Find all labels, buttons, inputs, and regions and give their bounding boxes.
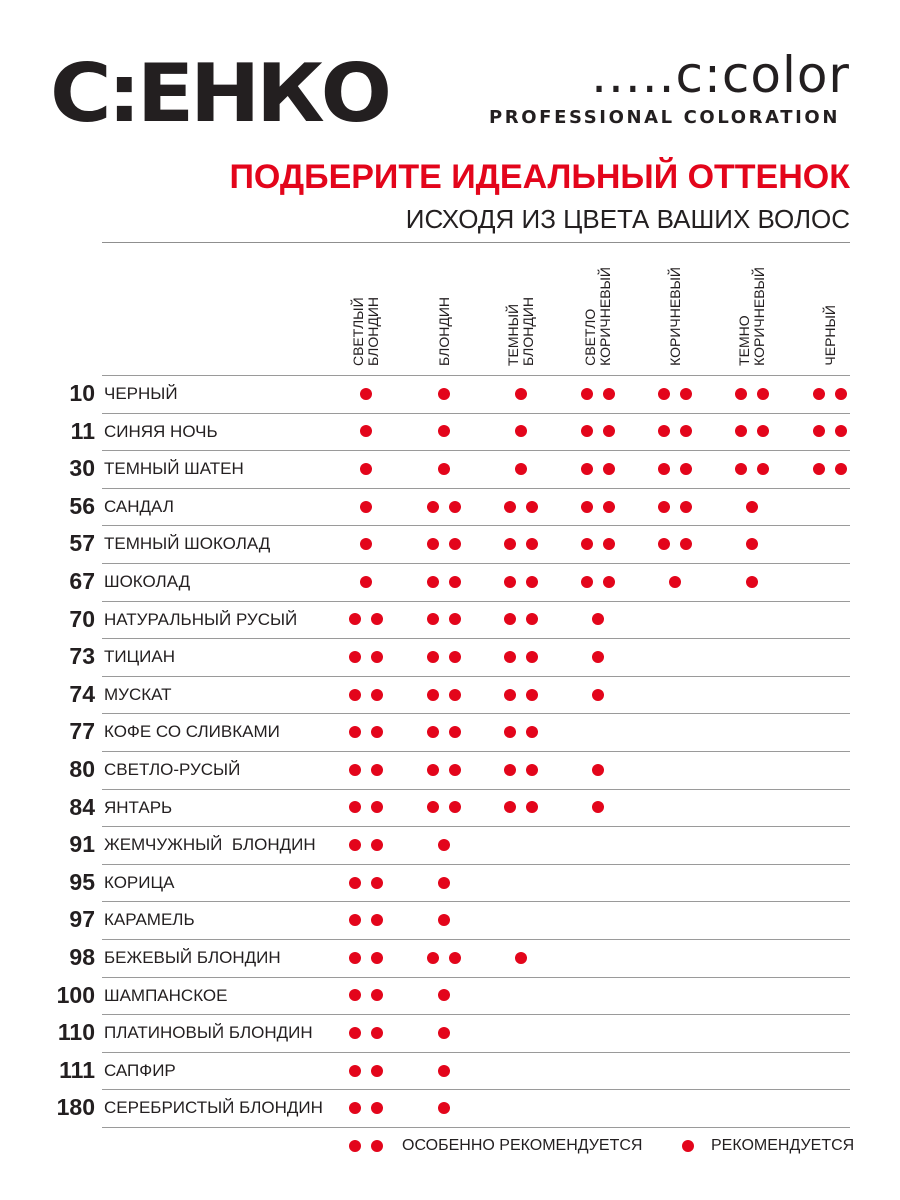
highly-recommended-dot-icon [735,463,747,475]
highly-recommended-dot-icon [581,463,593,475]
recommended-dot-icon [360,501,372,513]
highly-recommended-dot-icon [349,764,361,776]
table-row [0,525,900,563]
shade-name: ЖЕМЧУЖНЫЙ БЛОНДИН [104,835,316,855]
recommended-dot-icon [360,388,372,400]
highly-recommended-dot-icon [504,689,516,701]
table-row [0,901,900,939]
shade-code: 98 [69,944,95,970]
highly-recommended-dot-icon [504,501,516,513]
recommended-dot-icon [592,764,604,776]
highly-recommended-dot-icon [449,689,461,701]
highly-recommended-dot-icon [427,613,439,625]
recommended-dot-icon [592,651,604,663]
table-row [0,601,900,639]
table-row [0,751,900,789]
shade-name: СИНЯЯ НОЧЬ [104,421,218,441]
highly-recommended-dot-icon [581,425,593,437]
row-divider [102,1052,850,1053]
highly-recommended-dot-icon [757,388,769,400]
table-row [0,713,900,751]
table-row [0,826,900,864]
recommended-dot-icon [438,839,450,851]
shade-name: СЕРЕБРИСТЫЙ БЛОНДИН [104,1098,323,1118]
shade-code: 77 [69,718,95,745]
recommended-dot-icon [438,1102,450,1114]
highly-recommended-dot-icon [427,501,439,513]
table-row [0,638,900,676]
highly-recommended-dot-icon [449,764,461,776]
highly-recommended-dot-icon [349,651,361,663]
highly-recommended-dot-icon [504,538,516,550]
highly-recommended-dot-icon [680,463,692,475]
recommended-dot-icon [515,952,527,964]
highly-recommended-dot-icon [371,764,383,776]
shade-code: 80 [69,756,95,782]
column-header-label: БЛОНДИН [435,296,452,366]
shade-code: 70 [69,605,95,632]
row-divider [102,638,850,639]
shade-name: ЯНТАРЬ [104,797,173,817]
highly-recommended-dot-icon [371,1102,383,1114]
highly-recommended-dot-icon [658,501,670,513]
highly-recommended-dot-icon [371,914,383,926]
highly-recommended-dot-icon [680,538,692,550]
highly-recommended-dot-icon [371,989,383,1001]
legend-single-dot-icon [682,1140,694,1152]
row-divider [102,789,850,790]
highly-recommended-dot-icon [349,1027,361,1039]
legend-double-dot-icon [349,1140,361,1152]
highly-recommended-dot-icon [449,952,461,964]
table-row [0,864,900,902]
legend-double-label: ОСОБЕННО РЕКОМЕНДУЕТСЯ [402,1137,643,1154]
highly-recommended-dot-icon [603,425,615,437]
highly-recommended-dot-icon [349,839,361,851]
shade-code: 67 [69,568,95,594]
recommended-dot-icon [592,613,604,625]
table-row [0,676,900,714]
senko-logo: С:ЕНКО [50,47,388,140]
shade-name: БЕЖЕВЫЙ БЛОНДИН [104,948,281,967]
page-subtitle: ИСХОДЯ ИЗ ЦВЕТА ВАШИХ ВОЛОС [405,204,850,234]
highly-recommended-dot-icon [371,613,383,625]
highly-recommended-dot-icon [427,764,439,776]
recommended-dot-icon [438,388,450,400]
recommended-dot-icon [360,576,372,588]
shade-name: ПЛАТИНОВЫЙ БЛОНДИН [104,1023,313,1043]
shade-name: СВЕТЛО-РУСЫЙ [104,760,241,779]
highly-recommended-dot-icon [757,425,769,437]
recommended-dot-icon [746,538,758,550]
table-row [0,563,900,601]
table-row [0,1052,900,1090]
shade-name: ТЕМНЫЙ ШАТЕН [104,459,244,479]
recommended-dot-icon [592,801,604,813]
highly-recommended-dot-icon [349,613,361,625]
row-divider [102,563,850,564]
highly-recommended-dot-icon [371,801,383,813]
highly-recommended-dot-icon [835,463,847,475]
shade-name: ШОКОЛАД [104,572,191,591]
shade-code: 110 [57,1019,95,1046]
highly-recommended-dot-icon [427,689,439,701]
page-title: ПОДБЕРИТЕ ИДЕАЛЬНЫЙ ОТТЕНОК [229,158,850,196]
highly-recommended-dot-icon [813,425,825,437]
highly-recommended-dot-icon [658,388,670,400]
highly-recommended-dot-icon [603,576,615,588]
column-header-label: ЧЕРНЫЙ [821,305,838,366]
highly-recommended-dot-icon [581,388,593,400]
highly-recommended-dot-icon [371,839,383,851]
highly-recommended-dot-icon [449,613,461,625]
column-header [772,252,888,366]
highly-recommended-dot-icon [349,952,361,964]
highly-recommended-dot-icon [371,952,383,964]
shade-code: 95 [69,868,95,895]
highly-recommended-dot-icon [658,463,670,475]
highly-recommended-dot-icon [349,1065,361,1077]
recommended-dot-icon [438,989,450,1001]
row-divider [102,864,850,865]
highly-recommended-dot-icon [427,576,439,588]
shade-name: ТИЦИАН [104,647,176,667]
highly-recommended-dot-icon [349,1102,361,1114]
recommended-dot-icon [515,463,527,475]
highly-recommended-dot-icon [427,952,439,964]
table-top-divider [102,242,850,243]
column-header-label: СВЕТЛО КОРИЧНЕВЫЙ [582,267,613,366]
highly-recommended-dot-icon [581,576,593,588]
shade-code: 10 [69,380,95,406]
shade-name: КАРАМЕЛЬ [104,910,195,930]
highly-recommended-dot-icon [835,388,847,400]
recommended-dot-icon [438,877,450,889]
highly-recommended-dot-icon [371,1027,383,1039]
highly-recommended-dot-icon [526,501,538,513]
highly-recommended-dot-icon [449,538,461,550]
highly-recommended-dot-icon [658,538,670,550]
shade-code: 30 [69,455,95,482]
row-divider [102,375,850,376]
recommended-dot-icon [592,689,604,701]
highly-recommended-dot-icon [658,425,670,437]
shade-code: 180 [56,1094,95,1121]
highly-recommended-dot-icon [504,764,516,776]
highly-recommended-dot-icon [449,801,461,813]
shade-code: 73 [69,643,95,670]
shade-name: ЧЕРНЫЙ [104,384,178,403]
table-row [0,977,900,1015]
recommended-dot-icon [360,538,372,550]
highly-recommended-dot-icon [349,989,361,1001]
highly-recommended-dot-icon [504,801,516,813]
highly-recommended-dot-icon [371,877,383,889]
column-header-label: ТЕМНО КОРИЧНЕВЫЙ [736,267,767,366]
highly-recommended-dot-icon [371,1065,383,1077]
shade-code: 91 [69,831,95,858]
row-divider [102,901,850,902]
recommended-dot-icon [515,425,527,437]
highly-recommended-dot-icon [526,726,538,738]
highly-recommended-dot-icon [526,538,538,550]
highly-recommended-dot-icon [813,463,825,475]
row-divider [102,676,850,677]
highly-recommended-dot-icon [735,425,747,437]
brand-subtitle: PROFESSIONAL COLORATION [489,107,840,128]
highly-recommended-dot-icon [526,651,538,663]
highly-recommended-dot-icon [504,651,516,663]
highly-recommended-dot-icon [349,801,361,813]
highly-recommended-dot-icon [349,877,361,889]
highly-recommended-dot-icon [504,576,516,588]
recommended-dot-icon [438,463,450,475]
highly-recommended-dot-icon [581,501,593,513]
table-row [0,789,900,827]
highly-recommended-dot-icon [603,501,615,513]
highly-recommended-dot-icon [449,576,461,588]
shade-name: ТЕМНЫЙ ШОКОЛАД [104,534,271,554]
highly-recommended-dot-icon [449,726,461,738]
shade-name: НАТУРАЛЬНЫЙ РУСЫЙ [104,609,298,629]
highly-recommended-dot-icon [504,613,516,625]
legend-single-label: РЕКОМЕНДУЕТСЯ [711,1137,855,1154]
legend-double-dot-icon [371,1140,383,1152]
shade-code: 111 [59,1056,95,1083]
column-header-label: КОРИЧНЕВЫЙ [666,267,683,366]
table-row [0,488,900,526]
highly-recommended-dot-icon [680,425,692,437]
shade-code: 57 [69,530,95,557]
highly-recommended-dot-icon [449,651,461,663]
table-row [0,375,900,413]
highly-recommended-dot-icon [603,538,615,550]
highly-recommended-dot-icon [680,501,692,513]
highly-recommended-dot-icon [680,388,692,400]
highly-recommended-dot-icon [813,388,825,400]
shade-code: 97 [69,906,95,933]
shade-name: МУСКАТ [104,684,172,704]
recommended-dot-icon [746,576,758,588]
highly-recommended-dot-icon [349,726,361,738]
highly-recommended-dot-icon [581,538,593,550]
highly-recommended-dot-icon [371,689,383,701]
highly-recommended-dot-icon [427,801,439,813]
shade-name: ШАМПАНСКОЕ [104,985,228,1005]
shade-name: КОФЕ СО СЛИВКАМИ [104,722,280,742]
shade-code: 84 [69,793,95,820]
highly-recommended-dot-icon [526,576,538,588]
table-row [0,1089,900,1127]
highly-recommended-dot-icon [603,388,615,400]
highly-recommended-dot-icon [427,726,439,738]
shade-code: 11 [70,417,95,444]
highly-recommended-dot-icon [526,764,538,776]
highly-recommended-dot-icon [735,388,747,400]
shade-name: САПФИР [104,1060,176,1080]
column-header-label: ТЕМНЫЙ БЛОНДИН [505,296,536,366]
highly-recommended-dot-icon [349,914,361,926]
ccolor-brand-logo: .....c:color [591,46,850,104]
recommended-dot-icon [438,425,450,437]
table-row [0,939,900,977]
recommended-dot-icon [360,463,372,475]
highly-recommended-dot-icon [526,613,538,625]
highly-recommended-dot-icon [449,501,461,513]
table-row [0,450,900,488]
highly-recommended-dot-icon [349,689,361,701]
shade-code: 56 [69,492,95,519]
highly-recommended-dot-icon [603,463,615,475]
shade-code: 100 [56,981,95,1008]
recommended-dot-icon [438,1027,450,1039]
recommended-dot-icon [438,914,450,926]
recommended-dot-icon [515,388,527,400]
column-header-label: СВЕТЛЫЙ БЛОНДИН [350,296,381,366]
recommended-dot-icon [360,425,372,437]
table-row [0,1014,900,1052]
highly-recommended-dot-icon [757,463,769,475]
highly-recommended-dot-icon [371,726,383,738]
shade-code: 74 [69,680,95,707]
row-divider [102,488,850,489]
recommended-dot-icon [438,1065,450,1077]
table-row [0,413,900,451]
highly-recommended-dot-icon [526,689,538,701]
highly-recommended-dot-icon [427,651,439,663]
highly-recommended-dot-icon [504,726,516,738]
highly-recommended-dot-icon [427,538,439,550]
shade-name: САНДАЛ [104,496,174,516]
table-bottom-divider [102,1127,850,1128]
highly-recommended-dot-icon [835,425,847,437]
recommended-dot-icon [669,576,681,588]
recommended-dot-icon [746,501,758,513]
highly-recommended-dot-icon [371,651,383,663]
highly-recommended-dot-icon [526,801,538,813]
shade-name: КОРИЦА [104,872,175,892]
